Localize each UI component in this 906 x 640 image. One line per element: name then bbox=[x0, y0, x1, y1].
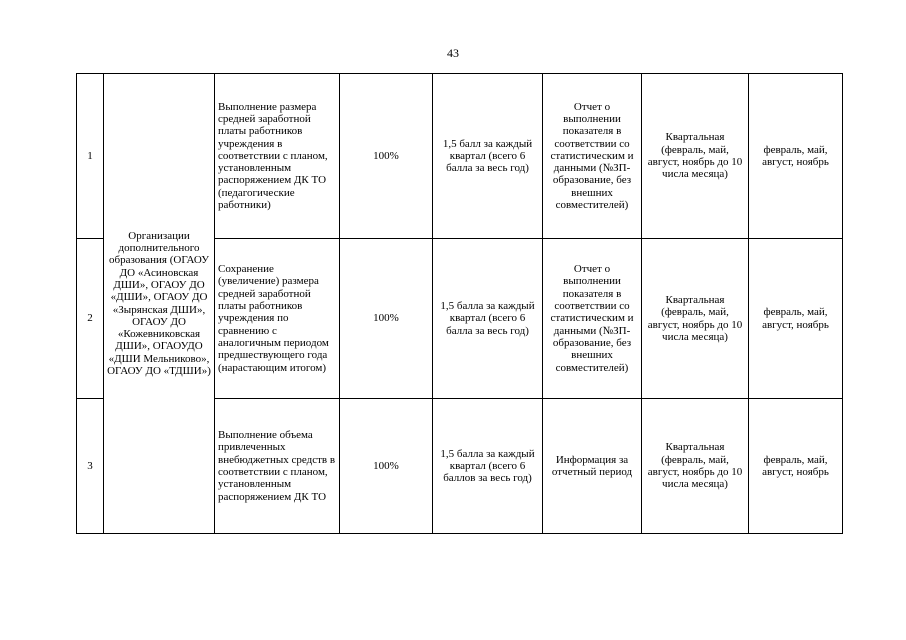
organization-cell bbox=[104, 74, 215, 534]
row-number: 2 bbox=[77, 239, 104, 399]
target-value-cell: 100% bbox=[340, 239, 433, 399]
report-cell: Отчет о выполнении показателя в соответствии со статистическим и данными (№ЗП-образование, без внешних совместителей) bbox=[543, 239, 642, 399]
periodicity-cell: Квартальная (февраль, май, август, ноябрь до 10 числа месяца) bbox=[642, 74, 749, 239]
indicators-table bbox=[76, 73, 843, 534]
target-value-cell: 100% bbox=[340, 399, 433, 534]
months-cell: февраль, май, август, ноябрь bbox=[749, 399, 843, 534]
report-cell: Отчет о выполнении показателя в соответствии со статистическим и данными (№ЗП-образование, без внешних совместителей) bbox=[543, 74, 642, 239]
page-number: 43 bbox=[447, 46, 459, 60]
score-cell: 1,5 балл за каждый квартал (всего 6 балла за весь год) bbox=[433, 74, 543, 239]
organization-text: Организации дополнительного образования (ОГАОУ ДО «Асиновская ДШИ», ОГАОУ ДО «ДШИ», ОГАОУ ДО «Зырянская ДШИ», ОГАОУ ДО «Кожевниковская ДШИ», ОГАОУДО «ДШИ Мельниково», ОГАОУ ДО «ТДШИ») bbox=[107, 229, 211, 377]
score-cell: 1,5 балла за каждый квартал (всего 6 баллов за весь год) bbox=[433, 399, 543, 534]
score-cell: 1,5 балла за каждый квартал (всего 6 балла за весь год) bbox=[433, 239, 543, 399]
table-row bbox=[77, 74, 843, 239]
indicator-cell: Выполнение объема привлеченных внебюджетных средств в соответствии с планом, установленным распоряжением ДК ТО bbox=[215, 399, 340, 534]
indicator-cell: Сохранение (увеличение) размера средней заработной платы работников учреждения по сравнению с аналогичным периодом предшествующего года (нарастающим итогом) bbox=[215, 239, 340, 399]
periodicity-cell: Квартальная (февраль, май, август, ноябрь до 10 числа месяца) bbox=[642, 399, 749, 534]
periodicity-cell: Квартальная (февраль, май, август, ноябрь до 10 числа месяца) bbox=[642, 239, 749, 399]
months-cell: февраль, май, август, ноябрь bbox=[749, 239, 843, 399]
row-number: 3 bbox=[77, 399, 104, 534]
target-value-cell: 100% bbox=[340, 74, 433, 239]
indicator-cell: Выполнение размера средней заработной платы работников учреждения в соответствии с планом, установленным распоряжением ДК ТО (педагогические работники) bbox=[215, 74, 340, 239]
report-cell: Информация за отчетный период bbox=[543, 399, 642, 534]
months-cell: февраль, май, август, ноябрь bbox=[749, 74, 843, 239]
row-number: 1 bbox=[77, 74, 104, 239]
